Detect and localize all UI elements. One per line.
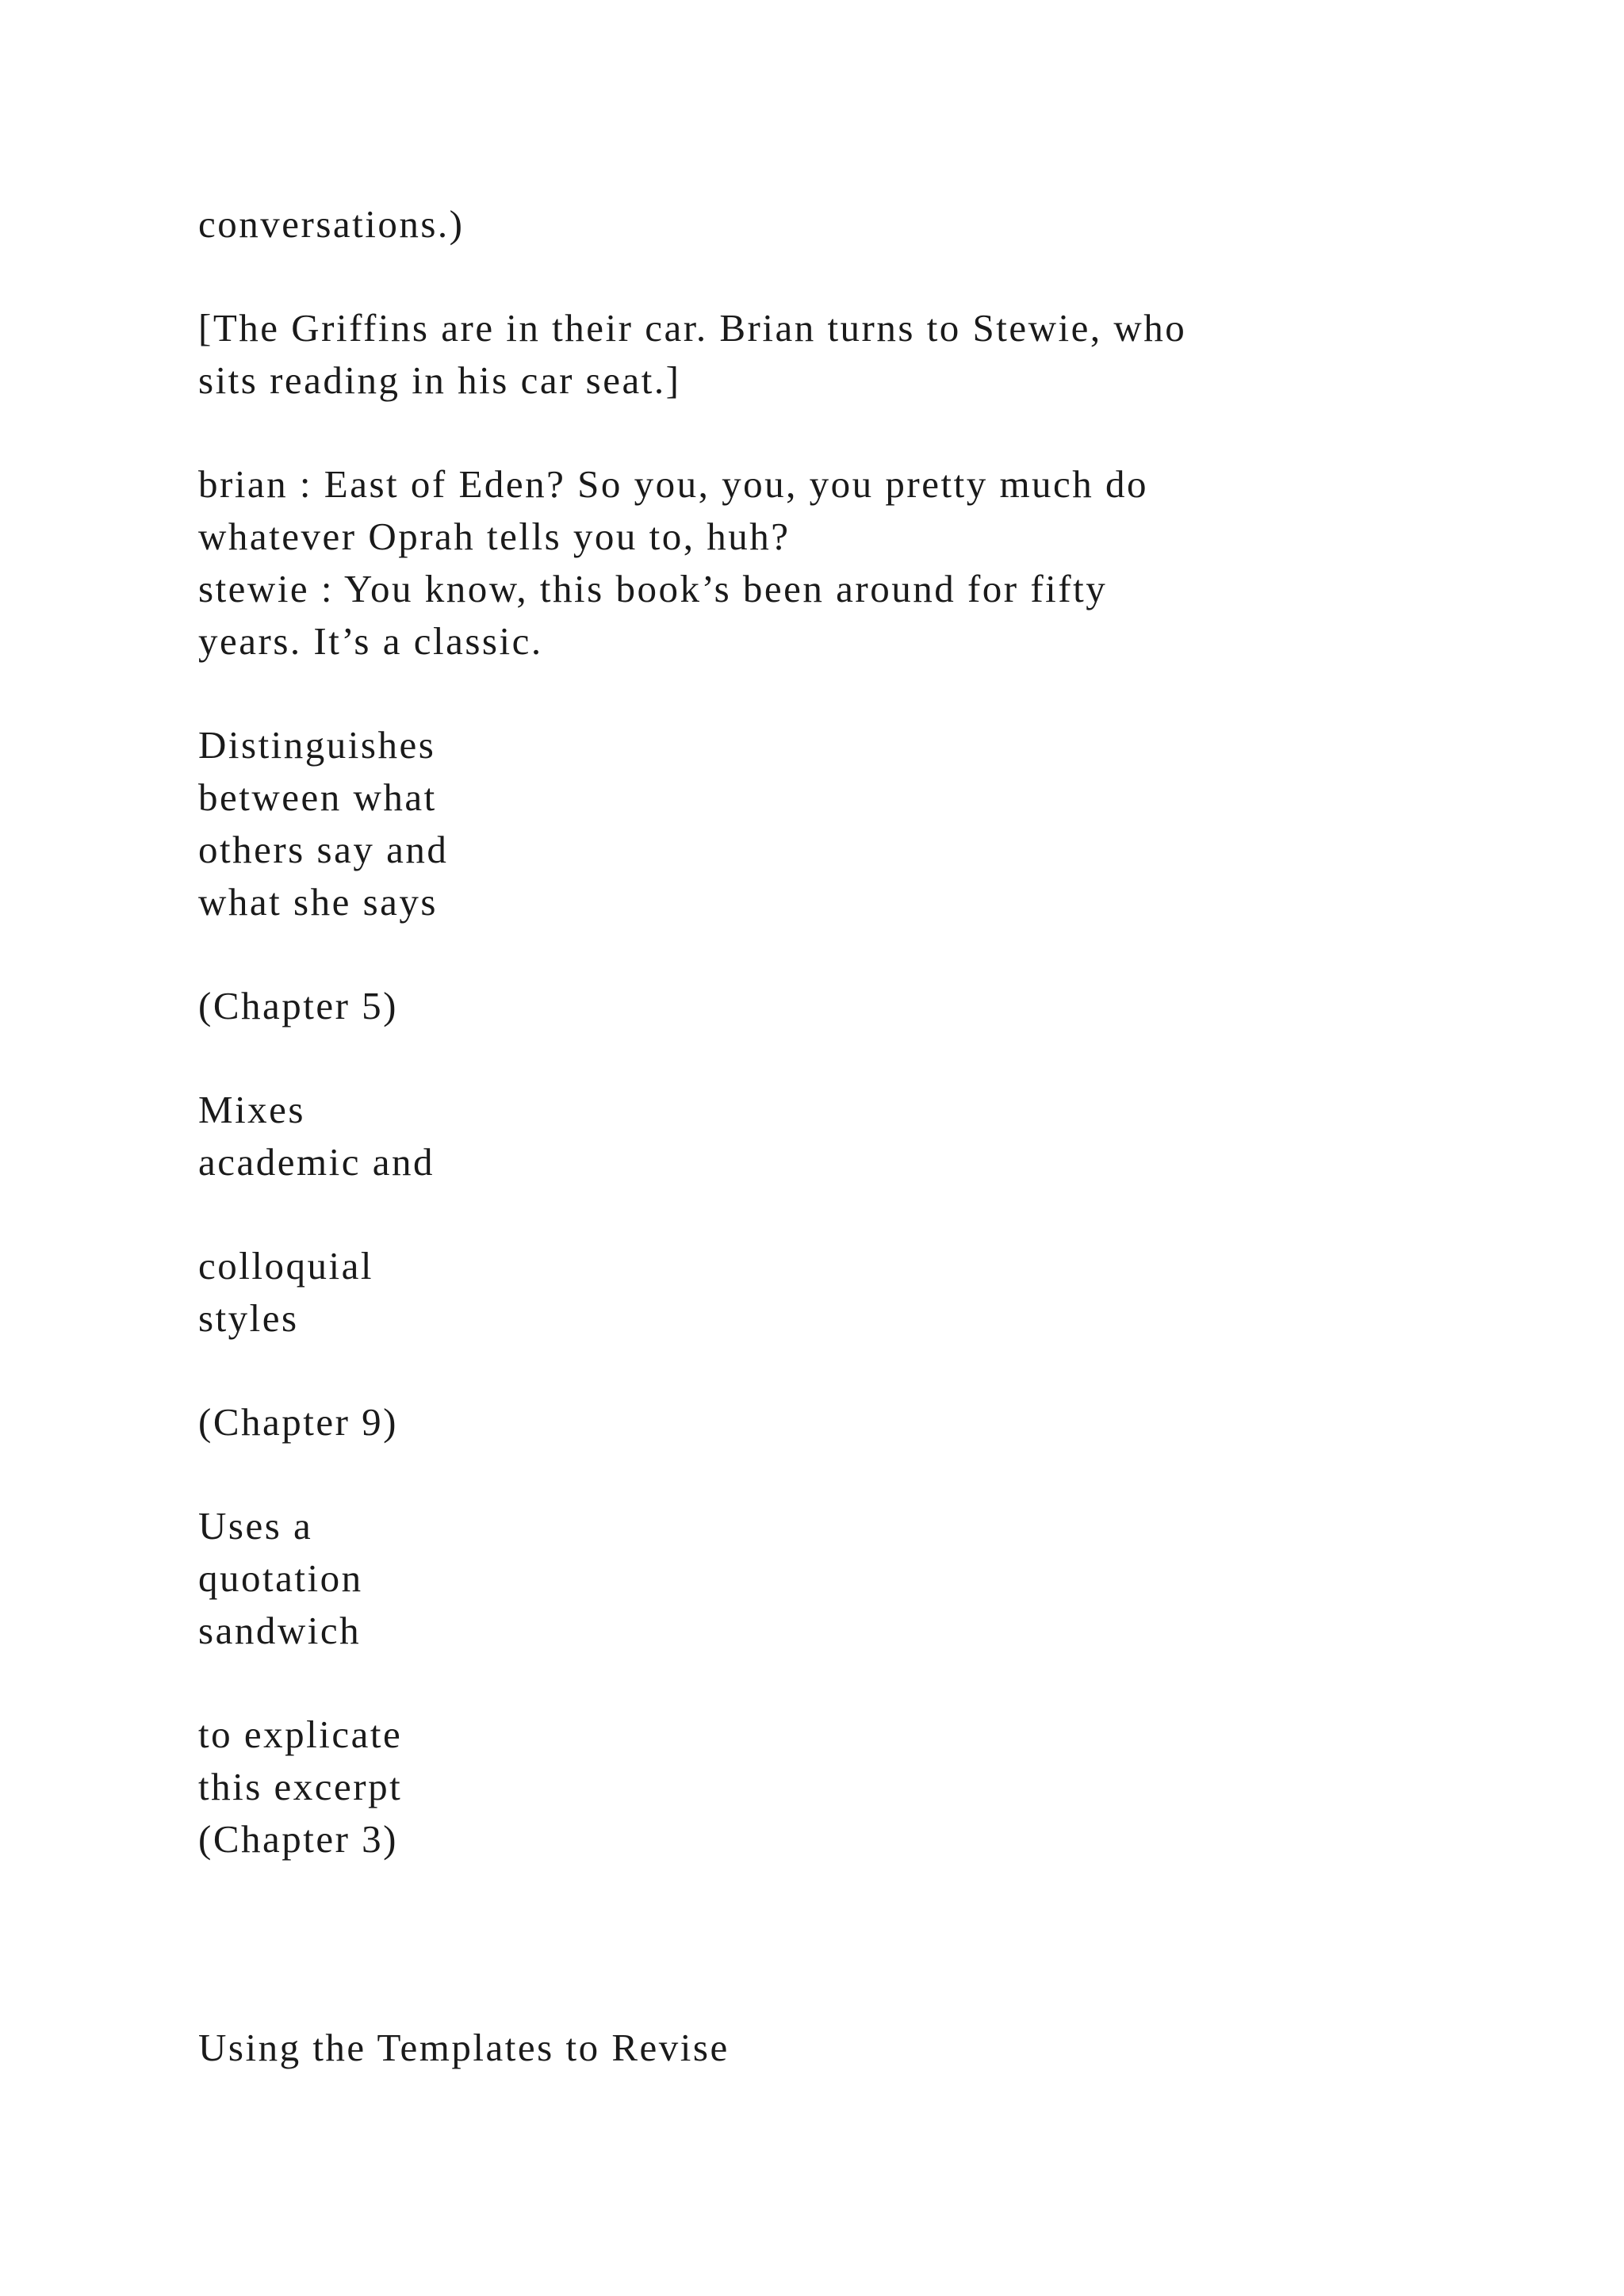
text-line: (Chapter 5) [198,984,398,1027]
text-line: (Chapter 9) [198,1400,398,1444]
section-heading: Using the Templates to Revise [198,2026,730,2069]
text-line: years. It’s a classic. [198,619,543,663]
text-line: Mixes [198,1088,305,1131]
text-line: whatever Oprah tells you to, huh? [198,515,791,558]
text-line: [The Griffins are in their car. Brian turns to Stewie, who [198,306,1187,350]
text-line: sits reading in his car seat.] [198,358,681,402]
text-line: Uses a [198,1504,313,1548]
text-line: brian : East of Eden? So you, you, you pretty much do [198,462,1149,506]
text-line: to explicate [198,1712,403,1756]
text-line: (Chapter 3) [198,1817,398,1861]
text-line: stewie : You know, this book’s been around for fifty [198,567,1108,610]
text-line: what she says [198,880,438,924]
text-line: sandwich [198,1609,362,1652]
text-line: this excerpt [198,1765,403,1808]
text-line: others say and [198,828,449,871]
text-line: styles [198,1296,299,1340]
text-line: conversations.) [198,202,465,246]
text-line: academic and [198,1140,435,1184]
text-line: between what [198,775,437,819]
text-line: colloquial [198,1244,373,1288]
text-line: Distinguishes [198,723,436,767]
text-line: quotation [198,1556,363,1600]
